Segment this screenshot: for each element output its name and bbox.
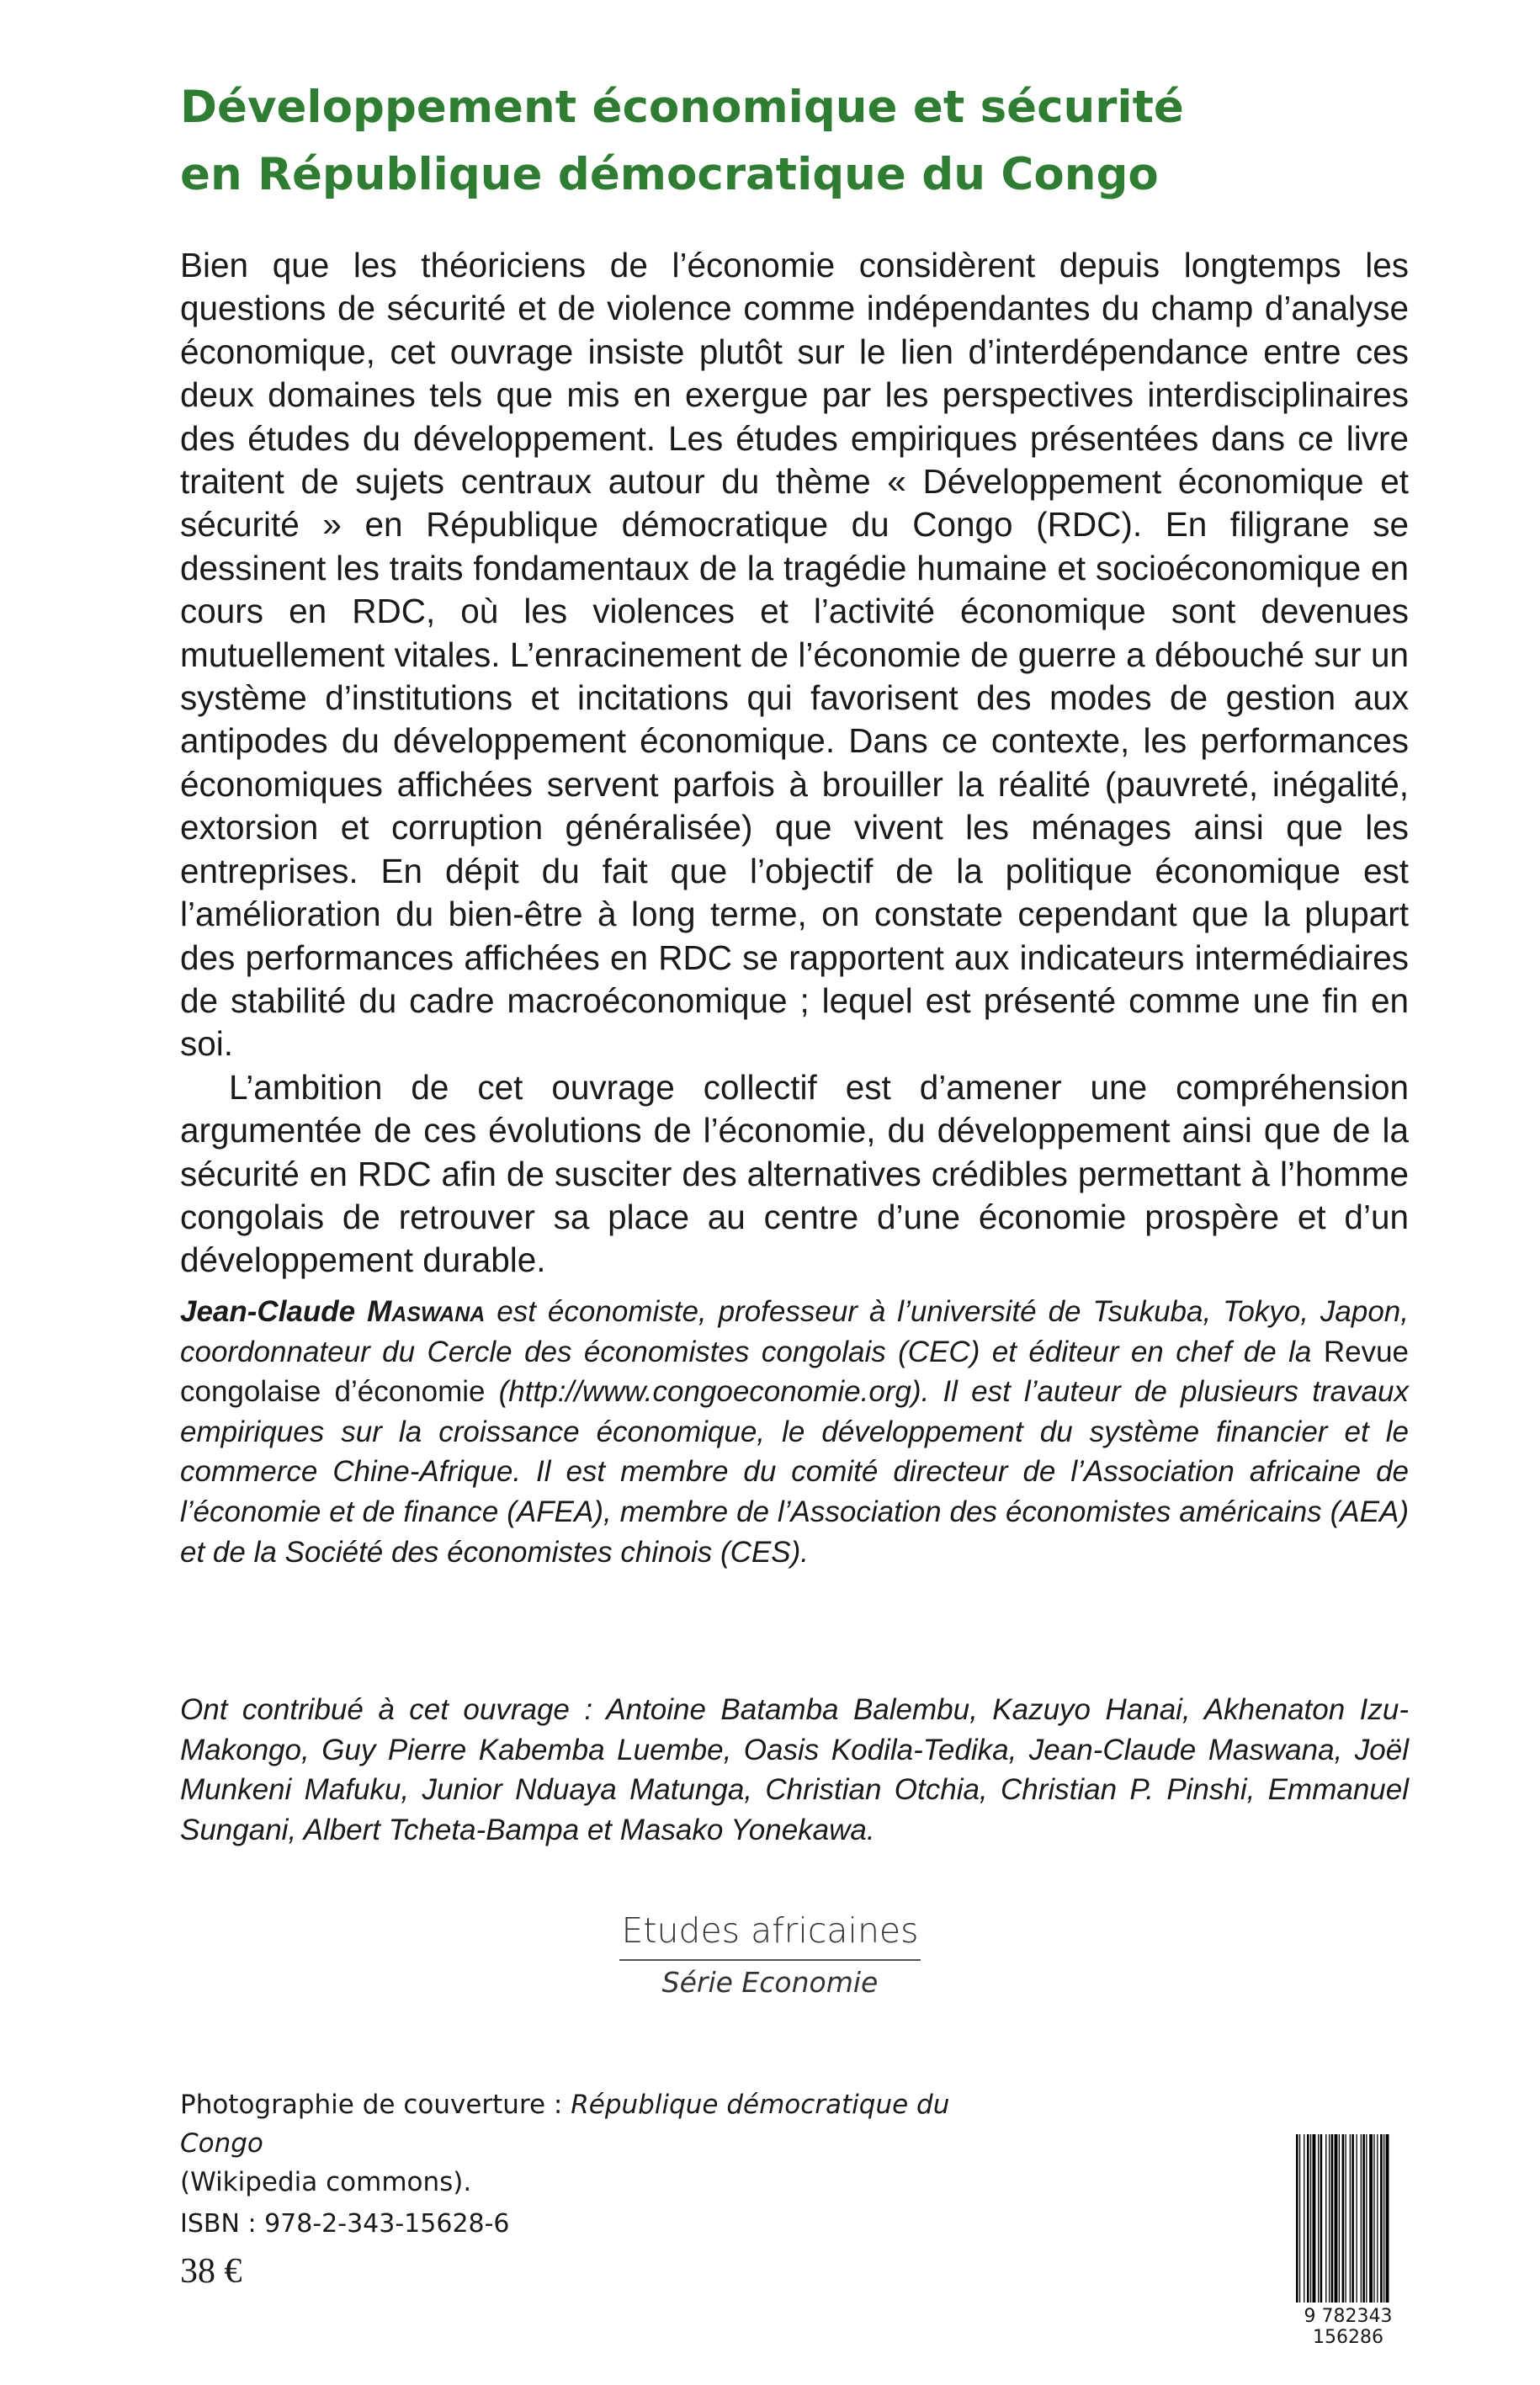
barcode-bar	[1335, 2134, 1338, 2303]
price: 38 €	[180, 2252, 242, 2291]
barcode-bar	[1369, 2134, 1373, 2303]
barcode-bar	[1329, 2134, 1330, 2303]
barcode-bar	[1310, 2134, 1311, 2303]
author-first-name: Jean-Claude	[180, 1295, 356, 1328]
barcode-bar	[1342, 2134, 1345, 2303]
photo-credit-label: Photographie de couverture :	[180, 2090, 563, 2120]
book-title-line-2: en République démocratique du Congo	[180, 149, 1159, 200]
summary-paragraph-1: Bien que les théoriciens de l’économie considèrent depuis longtemps les questions de sécurité et de violence comme indépendantes du champ d’analyse économique, cet ouvrage insiste plutôt sur le lien d’interdépendance entre ces deux domaines tels que mis en exergue par les perspectives interdisciplinaires des études du développement. Les études empiriques présentées dans ce livre traitent de sujets centraux autour du thème « Développement économique et sécurité » en République démocratique du Congo (RDC). En filigrane se dessinent les traits fondamentaux de la tragédie humaine et socioéconomique en cours en RDC, où les violences et l’activité économique sont devenues mutuellement vitales. L’enracinement de l’économie de guerre a débouché sur un système d’institutions et incitations qui favorisent des modes de gestion aux antipodes du développement économique. Dans ce contexte, les performances économiques affichées servent parfois à brouiller la réalité (pauvreté, inégalité, extorsion et corruption généralisée) que vivent les ménages ainsi que les entreprises. En dépit du fait que l’objectif de la politique économique est l’amélioration du bien-être à long terme, on constate cependant que la plupart des performances affichées en RDC se rapportent aux indicateurs intermédiaires de stabilité du cadre macroéconomique ; lequel est présenté comme une fin en soi.	[180, 246, 1409, 1064]
barcode-bar	[1362, 2134, 1365, 2303]
barcode-bar	[1351, 2134, 1354, 2303]
bio-text-part-2: (http://www.congoeconomie.org). Il est l’auteur de plusieurs travaux empiriques sur la croissance économique, le développement du système financier et le commerce Chine-Afrique. Il est membre du comité directeur de l’Association africaine de l’économie et de finance (AFEA), membre de l’Association des économistes américains (AEA) et de la Société des économistes chinois (CES).	[180, 1375, 1409, 1569]
barcode-bar	[1299, 2134, 1300, 2303]
barcode-bar	[1350, 2134, 1351, 2303]
barcode-bar	[1361, 2134, 1362, 2303]
barcode-digits: 9 782343 156286	[1304, 2306, 1393, 2348]
barcode-bar	[1325, 2134, 1326, 2303]
contributors-list: Ont contribué à cet ouvrage : Antoine Batamba Balembu, Kazuyo Hanai, Akhenaton Izu-Makongo, Guy Pierre Kabemba Luembe, Oasis Kodila-Tedika, Jean-Claude Maswana, Joël Munkeni Mafuku, Junior Nduaya Matunga, Christian Otchia, Christian P. Pinshi, Emmanuel Sungani, Albert Tcheta-Bampa et Masako Yonekawa.	[180, 1693, 1409, 1846]
barcode-bar	[1313, 2134, 1316, 2303]
barcode-bar	[1386, 2134, 1389, 2303]
bio-text-part-1: est économiste, professeur à l’université de Tsukuba, Tokyo, Japon, coordonnateur du Cercle des économistes congolais (CEC) et éditeur en chef de la	[180, 1295, 1409, 1368]
barcode-bar	[1307, 2134, 1309, 2303]
barcode-icon	[1293, 2134, 1404, 2309]
series-name: Etudes africaines	[619, 1910, 920, 1961]
barcode-bar	[1366, 2134, 1367, 2303]
book-title-line-1: Développement économique et sécurité	[180, 82, 1184, 133]
photo-credit-source: (Wikipedia commons).	[180, 2167, 472, 2197]
barcode-bar	[1331, 2134, 1334, 2303]
series-subseries: Série Economie	[661, 1966, 879, 1999]
author-name	[180, 1295, 485, 1328]
barcode-bar	[1383, 2134, 1384, 2303]
barcode-bar	[1339, 2134, 1340, 2303]
bio-journal-name: Revue congolaise d’économie	[180, 1335, 1409, 1409]
barcode-bar	[1380, 2134, 1383, 2303]
author-bio	[180, 1292, 1409, 1572]
barcode-bar	[1377, 2134, 1378, 2303]
author-last-name: Maswana	[367, 1295, 486, 1328]
barcode-bar	[1320, 2134, 1323, 2303]
book-summary	[180, 244, 1409, 1283]
book-title	[180, 74, 1409, 209]
photo-credit-subject: République démocratique du Congo	[180, 2090, 950, 2159]
series-logo	[505, 1910, 1035, 1999]
summary-paragraph-2: L’ambition de cet ouvrage collectif est d’amener une compréhension argumentée de ces évolutions de l’économie, du développement ainsi que de la sécurité en RDC afin de susciter des alternatives crédibles permettant à l’homme congolais de retrouver sa place au centre d’une économie prospère et d’un développement durable.	[180, 1067, 1409, 1280]
barcode-bar	[1296, 2134, 1298, 2303]
barcode-bar	[1318, 2134, 1319, 2303]
isbn: ISBN : 978-2-343-15628-6	[180, 2209, 510, 2239]
barcode-bar	[1373, 2134, 1374, 2303]
photo-credit	[180, 2085, 1022, 2202]
